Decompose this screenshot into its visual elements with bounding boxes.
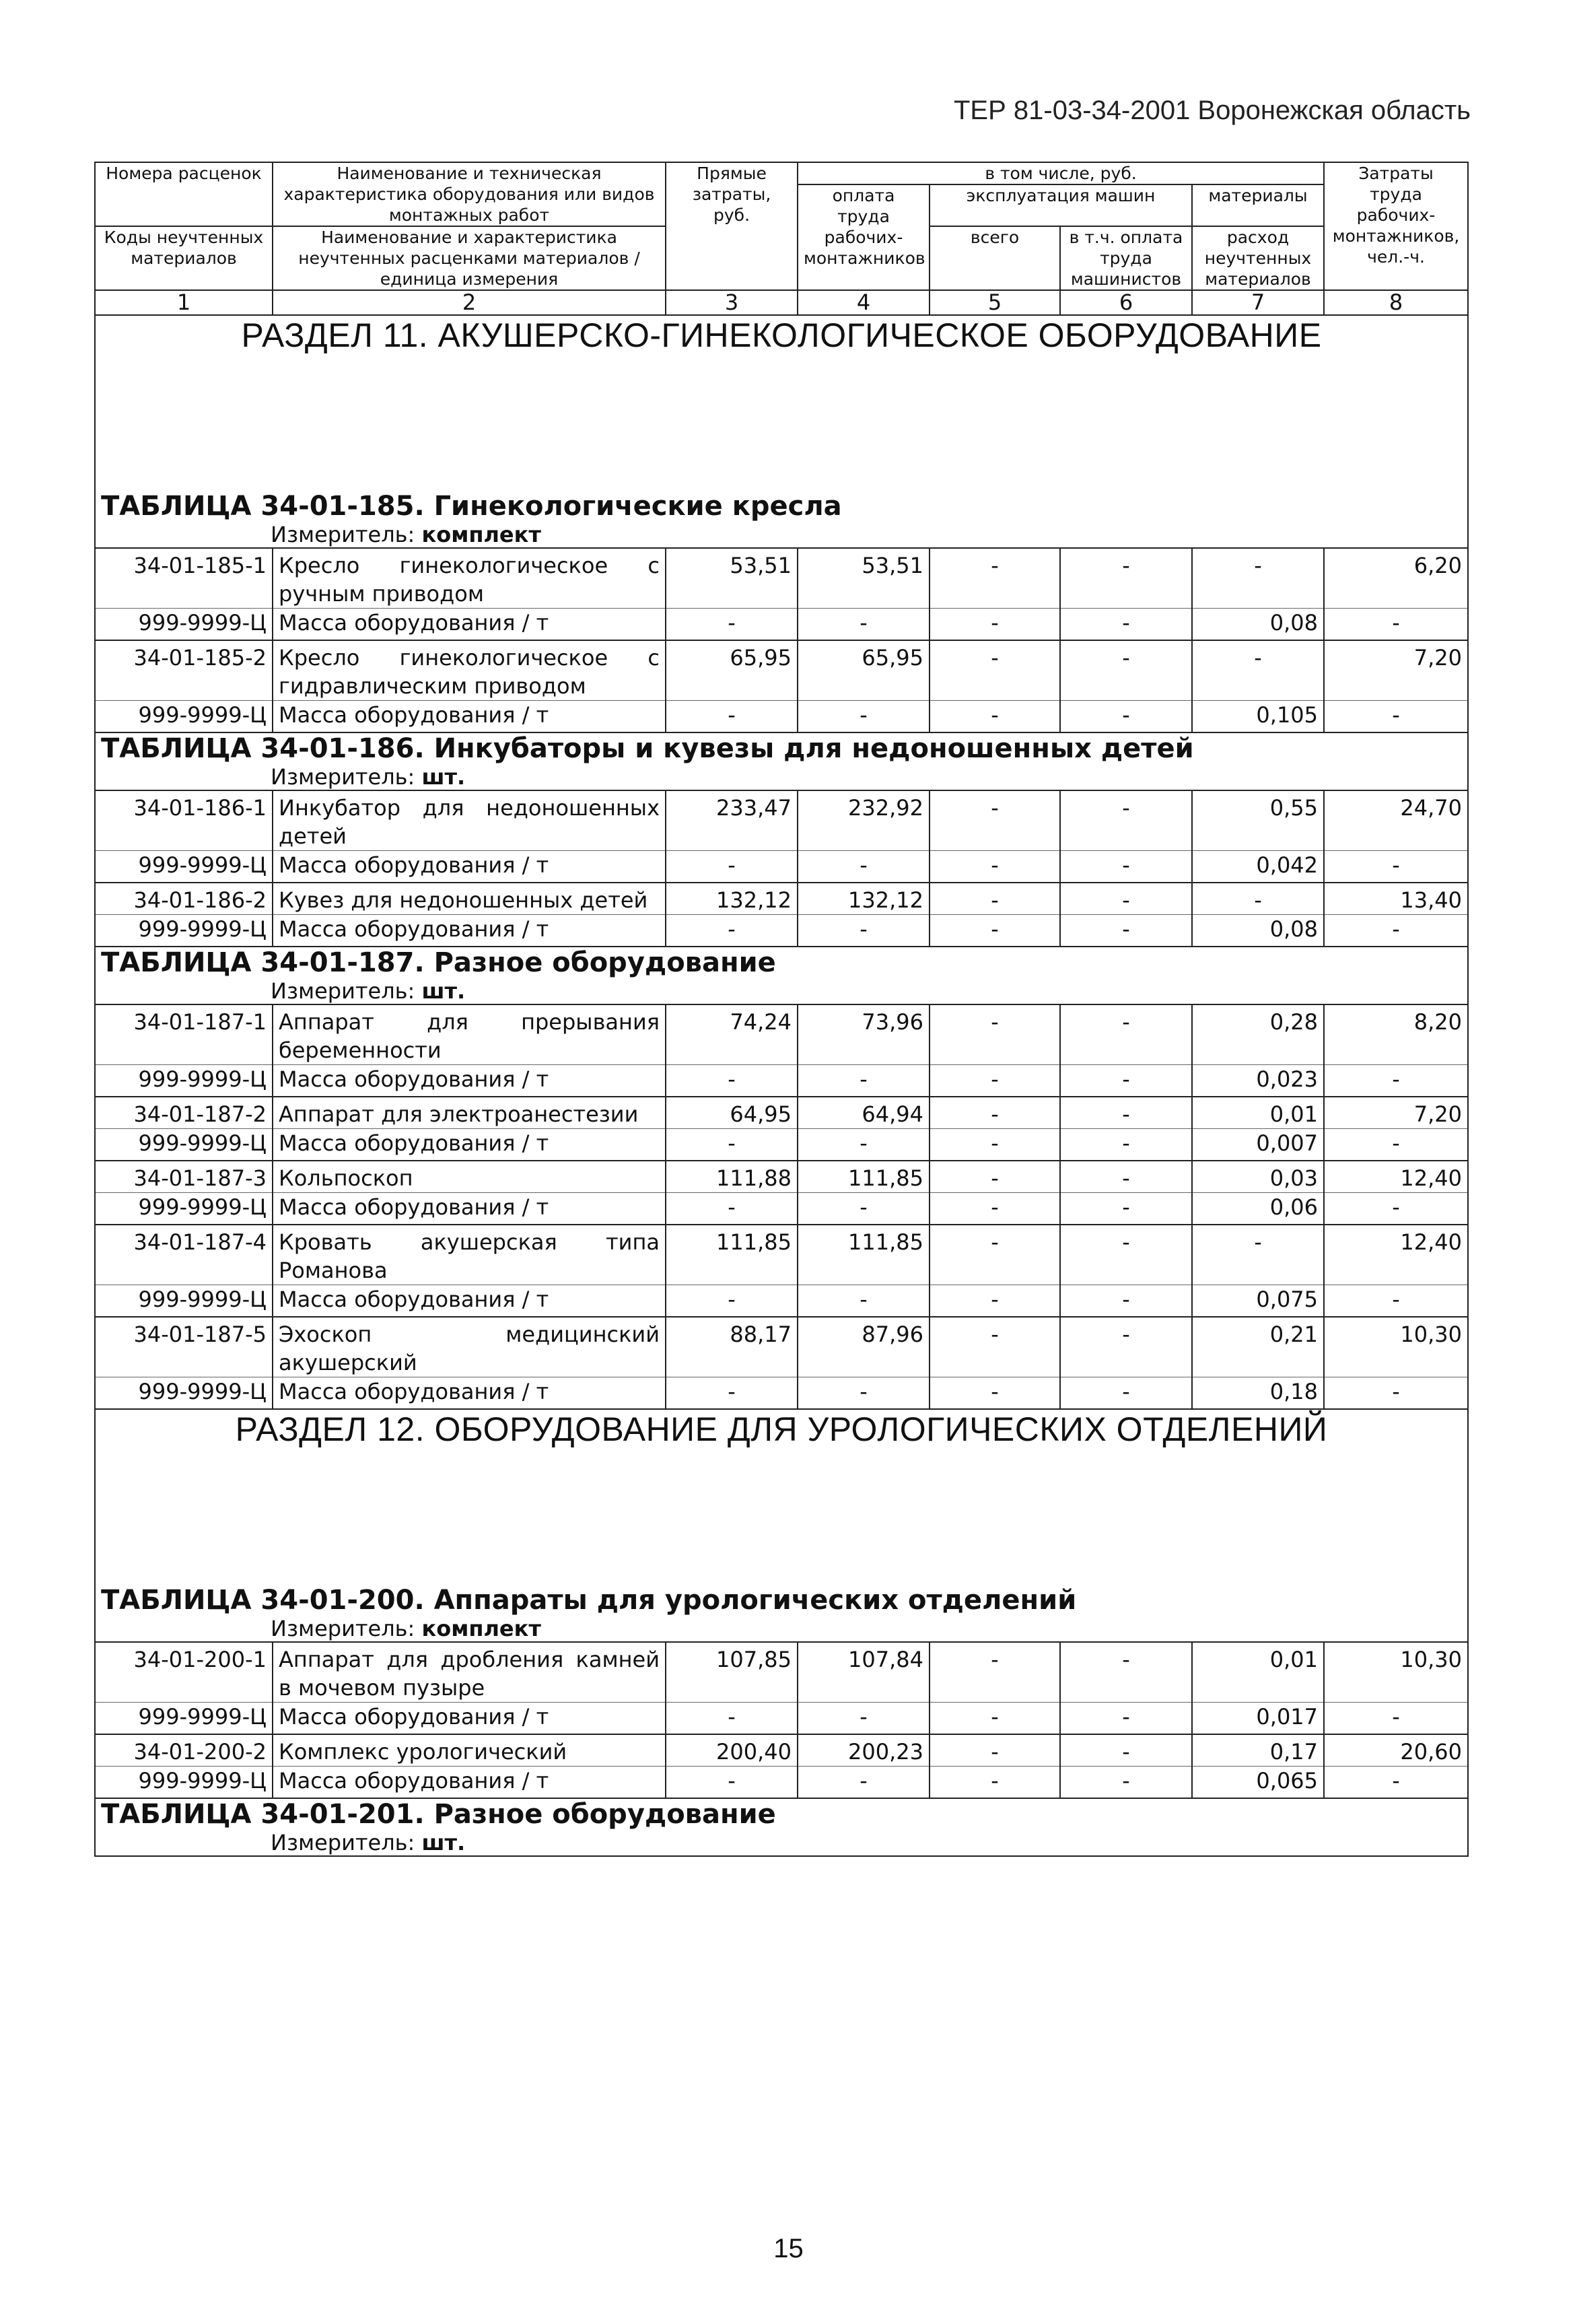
cell-c8: 24,70 [1324, 790, 1468, 851]
row-name: Масса оборудования / т [273, 851, 666, 883]
row-code: 34-01-187-2 [95, 1097, 273, 1129]
row-name: Кровать акушерская типа Романова [273, 1225, 666, 1285]
row-code: 999-9999-Ц [95, 915, 273, 947]
row-code: 34-01-187-5 [95, 1317, 273, 1377]
cell-c6: - [1060, 548, 1192, 609]
cell-c6: - [1060, 1734, 1192, 1767]
col-number: 1 [95, 290, 273, 315]
cell-c4: - [798, 1285, 930, 1318]
row-name: Инкубатор для недоношенных детей [273, 790, 666, 851]
cell-c5: - [930, 1097, 1060, 1129]
cell-c8: - [1324, 1065, 1468, 1097]
cell-c7: - [1192, 548, 1324, 609]
cell-c8: - [1324, 1767, 1468, 1799]
cell-c4: - [798, 609, 930, 641]
cell-c3: - [666, 1129, 798, 1161]
cell-c6: - [1060, 1004, 1192, 1065]
col-number: 5 [930, 290, 1060, 315]
cell-c8: 12,40 [1324, 1161, 1468, 1193]
measure-unit [95, 522, 1468, 548]
cell-c7: 0,55 [1192, 790, 1324, 851]
cell-c7: 0,042 [1192, 851, 1324, 883]
col-number: 7 [1192, 290, 1324, 315]
row-code: 999-9999-Ц [95, 851, 273, 883]
table-title: ТАБЛИЦА 34-01-186. Инкубаторы и кувезы для недоношенных детей [95, 732, 1468, 764]
cell-c3: - [666, 915, 798, 947]
table-body [95, 315, 1468, 1857]
cell-c6: - [1060, 1767, 1192, 1799]
cell-c8: - [1324, 915, 1468, 947]
rate-row [95, 1004, 1468, 1065]
cell-c7: 0,28 [1192, 1004, 1324, 1065]
cell-c7: 0,17 [1192, 1734, 1324, 1767]
cell-c8: 8,20 [1324, 1004, 1468, 1065]
rate-row [95, 1161, 1468, 1193]
material-row [95, 1065, 1468, 1097]
cell-c7: 0,06 [1192, 1193, 1324, 1225]
cell-c6: - [1060, 851, 1192, 883]
rate-row [95, 1734, 1468, 1767]
cell-c8: 10,30 [1324, 1642, 1468, 1703]
material-row [95, 1193, 1468, 1225]
table-header [95, 162, 1468, 315]
col-number: 6 [1060, 290, 1192, 315]
cell-c5: - [930, 883, 1060, 915]
table-title-row [95, 947, 1468, 978]
page-number: 15 [773, 2234, 804, 2263]
cell-c5: - [930, 1377, 1060, 1410]
cell-c7: 0,075 [1192, 1285, 1324, 1318]
cell-c8: - [1324, 851, 1468, 883]
row-code: 999-9999-Ц [95, 1767, 273, 1799]
cell-c4: 111,85 [798, 1225, 930, 1285]
row-code: 999-9999-Ц [95, 701, 273, 733]
header-material-consumption: расход неучтенных материалов [1192, 226, 1324, 290]
row-code: 34-01-187-3 [95, 1161, 273, 1193]
row-name: Кольпоскоп [273, 1161, 666, 1193]
cell-c5: - [930, 1734, 1060, 1767]
cell-c4: - [798, 915, 930, 947]
cell-c5: - [930, 640, 1060, 701]
cell-c6: - [1060, 915, 1192, 947]
cell-c3: - [666, 1767, 798, 1799]
cell-c4: - [798, 1767, 930, 1799]
cell-c7: 0,03 [1192, 1161, 1324, 1193]
header-wages: оплата труда рабочих-монтажников [798, 184, 930, 290]
measure-row [95, 1616, 1468, 1642]
row-name: Масса оборудования / т [273, 1703, 666, 1735]
cell-c7: - [1192, 883, 1324, 915]
row-code: 999-9999-Ц [95, 1377, 273, 1410]
measure-unit [95, 764, 1468, 790]
cell-c5: - [930, 609, 1060, 641]
row-name: Масса оборудования / т [273, 1285, 666, 1318]
material-row [95, 851, 1468, 883]
header-machinist-wages: в т.ч. оплата труда машинистов [1060, 226, 1192, 290]
measure-row [95, 522, 1468, 548]
row-code: 999-9999-Ц [95, 1129, 273, 1161]
cell-c7: 0,023 [1192, 1065, 1324, 1097]
cell-c8: 13,40 [1324, 883, 1468, 915]
cell-c4: - [798, 1129, 930, 1161]
section-heading-row [95, 315, 1468, 491]
cell-c8: - [1324, 1129, 1468, 1161]
material-row [95, 701, 1468, 733]
measure-row [95, 764, 1468, 790]
cell-c6: - [1060, 640, 1192, 701]
table-title: ТАБЛИЦА 34-01-187. Разное оборудование [95, 947, 1468, 978]
row-name: Масса оборудования / т [273, 1377, 666, 1410]
row-code: 999-9999-Ц [95, 1065, 273, 1097]
cell-c3: - [666, 1703, 798, 1735]
cell-c3: - [666, 851, 798, 883]
material-row [95, 915, 1468, 947]
cell-c3: 200,40 [666, 1734, 798, 1767]
rate-row [95, 1317, 1468, 1377]
header-column-numbers [95, 290, 1468, 315]
col-number: 8 [1324, 290, 1468, 315]
material-row [95, 1377, 1468, 1410]
measure-label: Измеритель: [271, 522, 415, 547]
table-title-row [95, 1585, 1468, 1616]
rate-row [95, 1225, 1468, 1285]
cell-c4: 132,12 [798, 883, 930, 915]
cell-c3: 65,95 [666, 640, 798, 701]
cell-c8: 7,20 [1324, 640, 1468, 701]
header-machines: эксплуатация машин [930, 184, 1192, 226]
cell-c4: 73,96 [798, 1004, 930, 1065]
row-code: 34-01-200-2 [95, 1734, 273, 1767]
row-code: 34-01-185-1 [95, 548, 273, 609]
cell-c4: - [798, 1703, 930, 1735]
section-heading-row [95, 1409, 1468, 1585]
cell-c5: - [930, 1767, 1060, 1799]
cell-c6: - [1060, 609, 1192, 641]
cell-c5: - [930, 1193, 1060, 1225]
row-code: 999-9999-Ц [95, 609, 273, 641]
cell-c6: - [1060, 1129, 1192, 1161]
document-title: ТЕР 81-03-34-2001 Воронежская область [953, 96, 1471, 125]
cell-c3: 111,85 [666, 1225, 798, 1285]
material-row [95, 609, 1468, 641]
header-materials: материалы [1192, 184, 1324, 226]
cell-c3: 64,95 [666, 1097, 798, 1129]
cell-c3: 74,24 [666, 1004, 798, 1065]
cell-c3: 111,88 [666, 1161, 798, 1193]
cell-c6: - [1060, 1193, 1192, 1225]
cell-c6: - [1060, 1703, 1192, 1735]
row-name: Кресло гинекологическое с гидравлическим приводом [273, 640, 666, 701]
row-name: Аппарат для электроанестезии [273, 1097, 666, 1129]
cell-c4: 107,84 [798, 1642, 930, 1703]
cell-c7: 0,08 [1192, 609, 1324, 641]
header-name: Наименование и техническая характеристика оборудования или видов монтажных работ [273, 162, 666, 226]
cell-c5: - [930, 548, 1060, 609]
cell-c6: - [1060, 1065, 1192, 1097]
cell-c8: 6,20 [1324, 548, 1468, 609]
cell-c5: - [930, 1161, 1060, 1193]
cell-c6: - [1060, 1642, 1192, 1703]
cell-c6: - [1060, 1225, 1192, 1285]
row-name: Эхоскоп медицинский акушерский [273, 1317, 666, 1377]
measure-value: комплект [421, 1616, 541, 1641]
rate-row [95, 1097, 1468, 1129]
cell-c5: - [930, 1285, 1060, 1318]
table-title: ТАБЛИЦА 34-01-185. Гинекологические кресла [95, 491, 1468, 522]
cell-c6: - [1060, 1097, 1192, 1129]
cell-c3: - [666, 1065, 798, 1097]
row-code: 999-9999-Ц [95, 1193, 273, 1225]
measure-value: шт. [421, 978, 466, 1004]
section-heading: РАЗДЕЛ 11. АКУШЕРСКО-ГИНЕКОЛОГИЧЕСКОЕ ОБОРУДОВАНИЕ [95, 315, 1468, 491]
table-title-row [95, 732, 1468, 764]
cell-c7: 0,21 [1192, 1317, 1324, 1377]
cell-c6: - [1060, 1285, 1192, 1318]
cell-c8: - [1324, 1285, 1468, 1318]
row-name: Масса оборудования / т [273, 1767, 666, 1799]
measure-unit [95, 1830, 1468, 1856]
rate-row [95, 883, 1468, 915]
row-code: 999-9999-Ц [95, 1285, 273, 1318]
cell-c3: 53,51 [666, 548, 798, 609]
cell-c3: - [666, 609, 798, 641]
table-title: ТАБЛИЦА 34-01-200. Аппараты для урологических отделений [95, 1585, 1468, 1616]
row-name: Масса оборудования / т [273, 915, 666, 947]
header-codes: Номера расценок [95, 162, 273, 226]
row-name: Масса оборудования / т [273, 1129, 666, 1161]
row-code: 34-01-185-2 [95, 640, 273, 701]
cell-c4: - [798, 1193, 930, 1225]
row-code: 999-9999-Ц [95, 1703, 273, 1735]
rate-row [95, 640, 1468, 701]
bottom-border-cell [95, 1856, 1468, 1857]
row-name: Масса оборудования / т [273, 701, 666, 733]
cell-c6: - [1060, 790, 1192, 851]
price-table [94, 162, 1469, 1857]
cell-c5: - [930, 1317, 1060, 1377]
row-name: Кресло гинекологическое с ручным приводом [273, 548, 666, 609]
cell-c4: 111,85 [798, 1161, 930, 1193]
cell-c6: - [1060, 1377, 1192, 1410]
row-name: Масса оборудования / т [273, 1065, 666, 1097]
cell-c3: 88,17 [666, 1317, 798, 1377]
header-group: в том числе, руб. [798, 162, 1324, 184]
header-material-names: Наименование и характеристика неучтенных расценками материалов / единица измерения [273, 226, 666, 290]
section-heading: РАЗДЕЛ 12. ОБОРУДОВАНИЕ ДЛЯ УРОЛОГИЧЕСКИХ ОТДЕЛЕНИЙ [95, 1409, 1468, 1585]
cell-c8: - [1324, 1193, 1468, 1225]
header-material-codes: Коды неучтенных материалов [95, 226, 273, 290]
cell-c4: - [798, 1065, 930, 1097]
cell-c4: 64,94 [798, 1097, 930, 1129]
row-code: 34-01-200-1 [95, 1642, 273, 1703]
cell-c8: 7,20 [1324, 1097, 1468, 1129]
cell-c8: 20,60 [1324, 1734, 1468, 1767]
measure-value: шт. [421, 1830, 466, 1855]
cell-c8: 12,40 [1324, 1225, 1468, 1285]
row-code: 34-01-186-2 [95, 883, 273, 915]
col-number: 4 [798, 290, 930, 315]
rate-row [95, 1642, 1468, 1703]
material-row [95, 1703, 1468, 1735]
cell-c4: 87,96 [798, 1317, 930, 1377]
row-name: Аппарат для дробления камней в мочевом пузыре [273, 1642, 666, 1703]
header-machines-total: всего [930, 226, 1060, 290]
cell-c7: 0,065 [1192, 1767, 1324, 1799]
measure-row [95, 1830, 1468, 1856]
cell-c7: - [1192, 640, 1324, 701]
cell-c8: - [1324, 701, 1468, 733]
measure-label: Измеритель: [271, 764, 415, 790]
cell-c3: 132,12 [666, 883, 798, 915]
measure-label: Измеритель: [271, 1830, 415, 1855]
cell-c4: 65,95 [798, 640, 930, 701]
cell-c3: - [666, 1285, 798, 1318]
material-row [95, 1285, 1468, 1318]
cell-c8: - [1324, 609, 1468, 641]
cell-c5: - [930, 915, 1060, 947]
measure-label: Измеритель: [271, 978, 415, 1004]
cell-c7: 0,017 [1192, 1703, 1324, 1735]
cell-c8: - [1324, 1703, 1468, 1735]
cell-c5: - [930, 1129, 1060, 1161]
cell-c5: - [930, 790, 1060, 851]
cell-c4: 53,51 [798, 548, 930, 609]
cell-c8: - [1324, 1377, 1468, 1410]
row-code: 34-01-187-4 [95, 1225, 273, 1285]
cell-c8: 10,30 [1324, 1317, 1468, 1377]
cell-c5: - [930, 701, 1060, 733]
cell-c4: - [798, 851, 930, 883]
table-title-row [95, 491, 1468, 522]
measure-value: комплект [421, 522, 541, 547]
row-name: Кувез для недоношенных детей [273, 883, 666, 915]
table-title-row [95, 1798, 1468, 1830]
row-name: Комплекс урологический [273, 1734, 666, 1767]
cell-c4: 200,23 [798, 1734, 930, 1767]
table-title: ТАБЛИЦА 34-01-201. Разное оборудование [95, 1798, 1468, 1830]
header-direct-costs: Прямые затраты, руб. [666, 162, 798, 290]
cell-c3: - [666, 1193, 798, 1225]
cell-c7: - [1192, 1225, 1324, 1285]
header-labor-hours: Затраты труда рабочих-монтажников, чел.-ч. [1324, 162, 1468, 290]
cell-c3: - [666, 1377, 798, 1410]
material-row [95, 1129, 1468, 1161]
cell-c7: 0,01 [1192, 1097, 1324, 1129]
table-bottom-border [95, 1856, 1468, 1857]
cell-c3: 233,47 [666, 790, 798, 851]
cell-c6: - [1060, 883, 1192, 915]
rate-row [95, 790, 1468, 851]
cell-c3: - [666, 701, 798, 733]
measure-row [95, 978, 1468, 1004]
rate-row [95, 548, 1468, 609]
cell-c7: 0,18 [1192, 1377, 1324, 1410]
row-code: 34-01-186-1 [95, 790, 273, 851]
col-number: 3 [666, 290, 798, 315]
cell-c5: - [930, 1642, 1060, 1703]
cell-c3: 107,85 [666, 1642, 798, 1703]
measure-unit [95, 978, 1468, 1004]
cell-c6: - [1060, 1317, 1192, 1377]
cell-c7: 0,08 [1192, 915, 1324, 947]
cell-c7: 0,01 [1192, 1642, 1324, 1703]
cell-c5: - [930, 1225, 1060, 1285]
row-name: Масса оборудования / т [273, 609, 666, 641]
cell-c5: - [930, 1065, 1060, 1097]
cell-c5: - [930, 1004, 1060, 1065]
measure-value: шт. [421, 764, 466, 790]
row-name: Аппарат для прерывания беременности [273, 1004, 666, 1065]
col-number: 2 [273, 290, 666, 315]
cell-c4: 232,92 [798, 790, 930, 851]
measure-label: Измеритель: [271, 1616, 415, 1641]
cell-c6: - [1060, 701, 1192, 733]
row-code: 34-01-187-1 [95, 1004, 273, 1065]
cell-c5: - [930, 851, 1060, 883]
cell-c7: 0,007 [1192, 1129, 1324, 1161]
cell-c5: - [930, 1703, 1060, 1735]
material-row [95, 1767, 1468, 1799]
cell-c6: - [1060, 1161, 1192, 1193]
cell-c4: - [798, 1377, 930, 1410]
cell-c7: 0,105 [1192, 701, 1324, 733]
cell-c4: - [798, 701, 930, 733]
row-name: Масса оборудования / т [273, 1193, 666, 1225]
measure-unit [95, 1616, 1468, 1642]
